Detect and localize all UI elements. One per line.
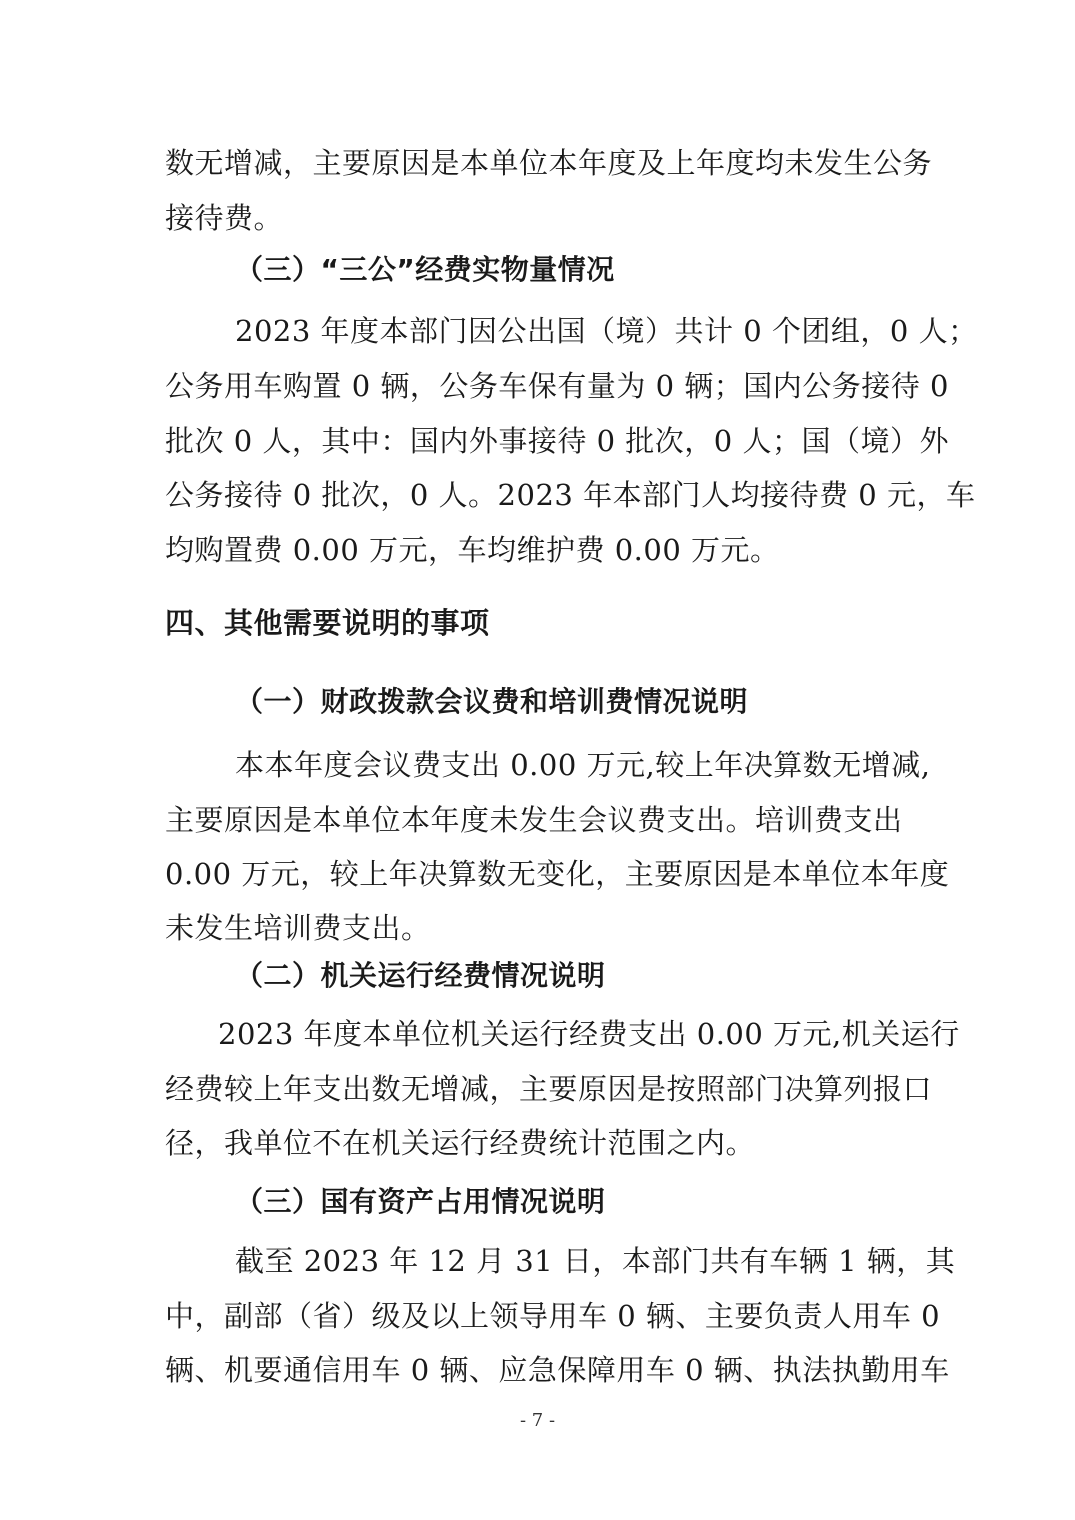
subsection-heading: （一）财政拨款会议费和培训费情况说明 <box>235 685 749 718</box>
paragraph-line: 主要原因是本单位本年度未发生会议费支出。培训费支出 <box>165 803 903 837</box>
section-heading: 四、其他需要说明的事项 <box>165 606 490 640</box>
paragraph-line: 未发生培训费支出。 <box>165 911 431 945</box>
paragraph-line: 批次 0 人，其中：国内外事接待 0 批次，0 人；国（境）外 <box>165 424 949 458</box>
paragraph-line: 径，我单位不在机关运行经费统计范围之内。 <box>165 1126 756 1160</box>
paragraph-line: 0.00 万元，较上年决算数无变化，主要原因是本单位本年度 <box>165 857 950 891</box>
paragraph-line: 2023 年度本单位机关运行经费支出 0.00 万元,机关运行 <box>218 1017 960 1051</box>
paragraph-line: 2023 年度本部门因公出国（境）共计 0 个团组，0 人； <box>235 314 978 348</box>
paragraph-line: 均购置费 0.00 万元，车均维护费 0.00 万元。 <box>165 533 780 567</box>
paragraph-line: 截至 2023 年 12 月 31 日，本部门共有车辆 1 辆，其 <box>235 1244 956 1278</box>
page-number: - 7 - <box>519 1410 556 1431</box>
paragraph-line: 经费较上年支出数无增减，主要原因是按照部门决算列报口 <box>165 1072 933 1106</box>
paragraph-line: 公务接待 0 批次，0 人。2023 年本部门人均接待费 0 元，车 <box>165 478 976 512</box>
paragraph-line: 数无增减，主要原因是本单位本年度及上年度均未发生公务 <box>165 146 933 180</box>
subsection-heading: （二）机关运行经费情况说明 <box>235 959 606 992</box>
subsection-heading: （三）“三公”经费实物量情况 <box>235 253 615 286</box>
subsection-heading: （三）国有资产占用情况说明 <box>235 1185 606 1218</box>
paragraph-line: 辆、机要通信用车 0 辆、应急保障用车 0 辆、执法执勤用车 <box>165 1353 950 1387</box>
paragraph-line: 中，副部（省）级及以上领导用车 0 辆、主要负责人用车 0 <box>165 1299 941 1333</box>
paragraph-line: 本本年度会议费支出 0.00 万元,较上年决算数无增减, <box>235 748 931 782</box>
paragraph-line: 接待费。 <box>165 201 284 235</box>
paragraph-line: 公务用车购置 0 辆，公务车保有量为 0 辆；国内公务接待 0 <box>165 369 949 403</box>
